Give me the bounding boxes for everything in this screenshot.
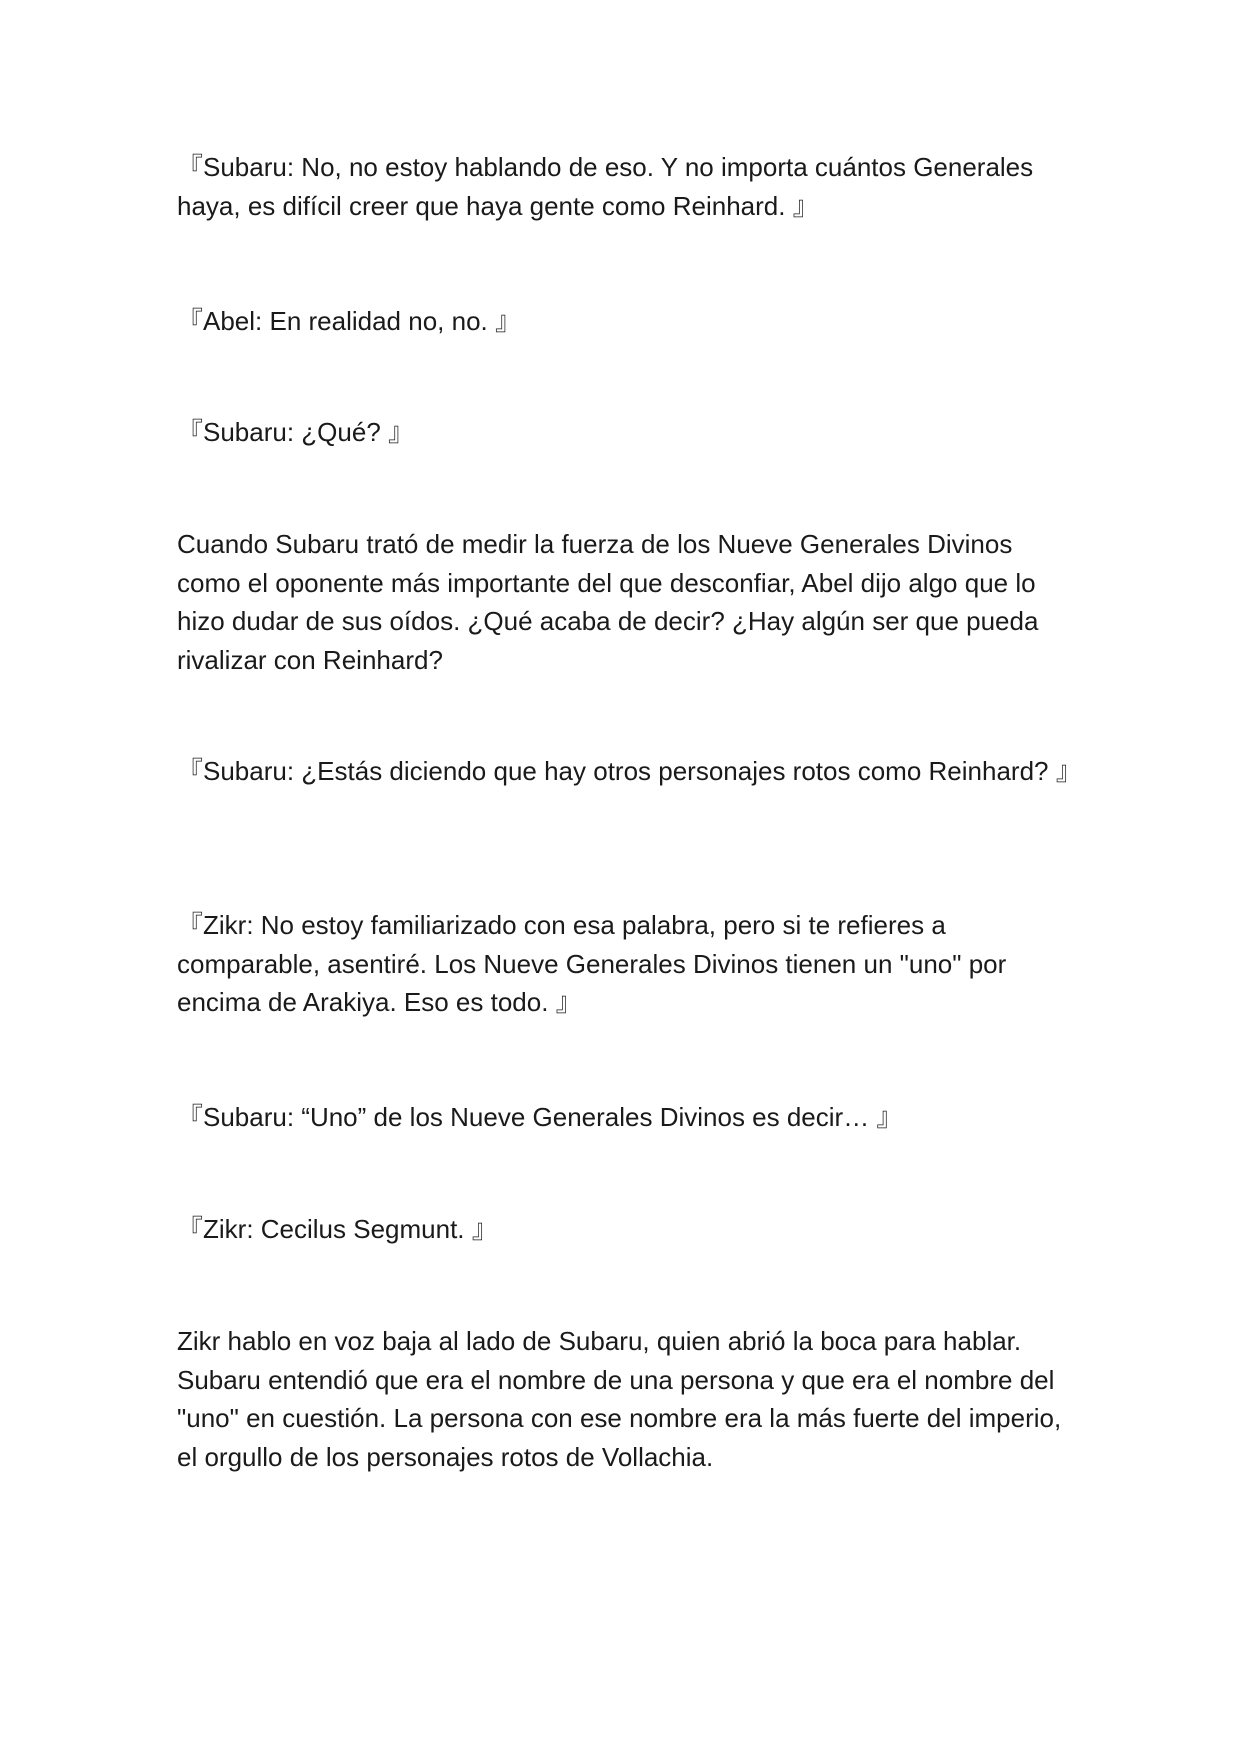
dialogue-zikr-2: 『Zikr: Cecilus Segmunt. 』 <box>177 1214 498 1244</box>
dialogue-subaru-3: 『Subaru: ¿Estás diciendo que hay otros personajes rotos como Reinhard? 』 <box>177 756 1082 786</box>
dialogue-zikr-1: 『Zikr: No estoy familiarizado con esa palabra, pero si te refieres a comparable, asentiré. Los Nueve Generales Divinos tienen un "uno" por encima de Arakiya. Eso es todo. 』 <box>177 910 1007 1017</box>
dialogue-subaru-4: 『Subaru: “Uno” de los Nueve Generales Divinos es decir… 』 <box>177 1102 903 1132</box>
dialogue-abel-1: 『Abel: En realidad no, no. 』 <box>177 306 521 336</box>
narration-paragraph-2: Zikr hablo en voz baja al lado de Subaru, quien abrió la boca para hablar. Subaru entendió que era el nombre de una persona y que era el nombre del "uno" en cuestión. La persona con ese nombre era la más fuerte del imperio, el orgullo de los personajes rotos de Vollachia. <box>177 1326 1062 1472</box>
dialogue-subaru-2: 『Subaru: ¿Qué? 』 <box>177 417 414 447</box>
narration-paragraph-1: Cuando Subaru trató de medir la fuerza de los Nueve Generales Divinos como el oponente más importante del que desconfiar, Abel dijo algo que lo hizo dudar de sus oídos. ¿Qué acaba de decir? ¿Hay algún ser que pueda rivalizar con Reinhard? <box>177 529 1039 675</box>
dialogue-subaru-1: 『Subaru: No, no estoy hablando de eso. Y no importa cuántos Generales haya, es difícil creer que haya gente como Reinhard. 』 <box>177 152 1034 221</box>
